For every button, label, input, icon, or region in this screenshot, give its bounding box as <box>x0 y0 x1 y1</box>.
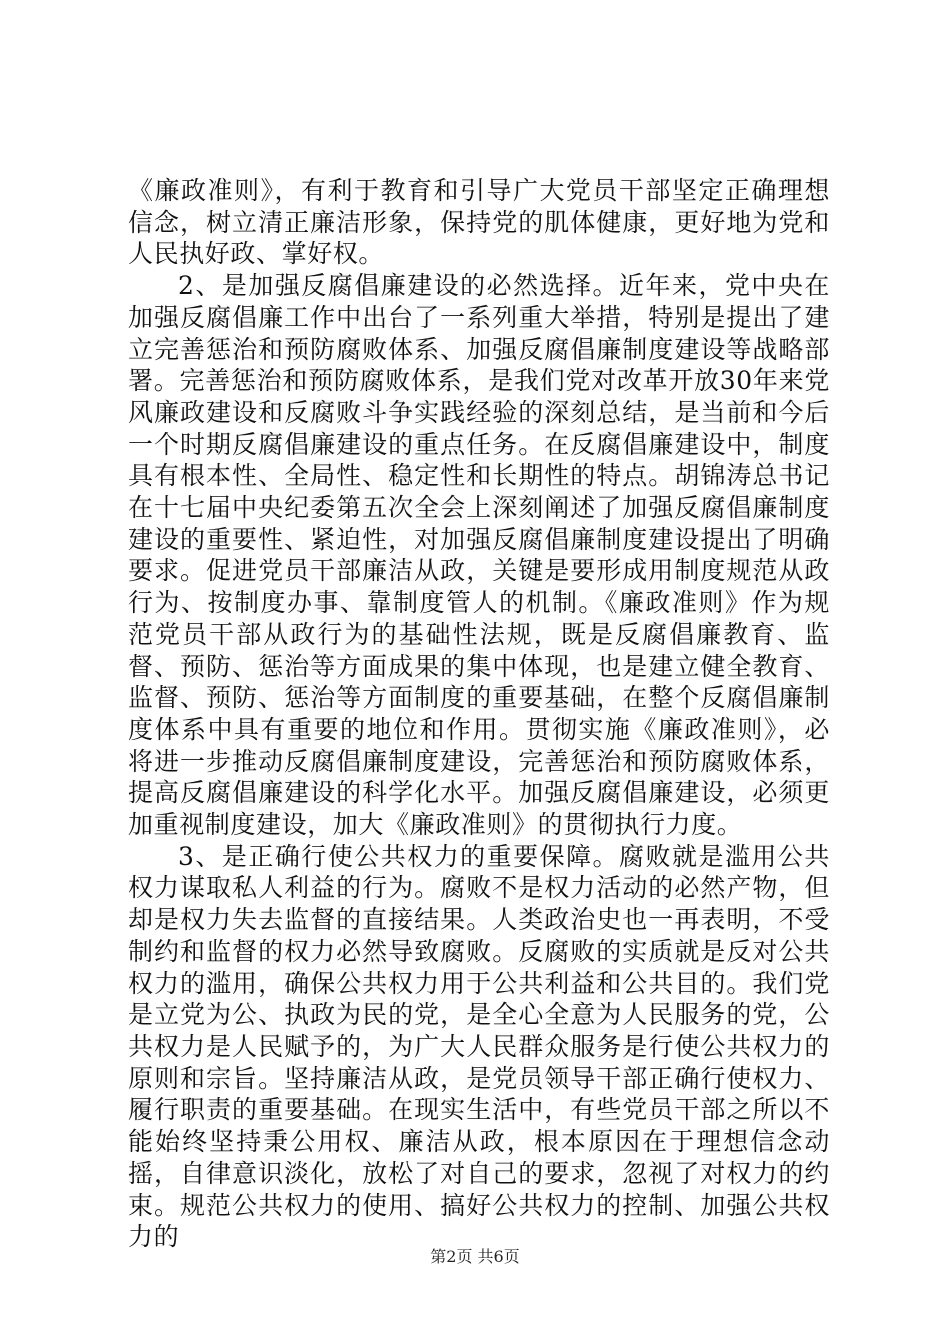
paragraph-3: 3、是正确行使公共权力的重要保障。腐败就是滥用公共权力谋取私人利益的行为。腐败不是权力活动的必然产物，但却是权力失去监督的直接结果。人类政治史也一再表明，不受制约和监督的权力必然导致腐败。反腐败的实质就是反对公共权力的滥用，确保公共权力用于公共利益和公共目的。我们党是立党为公、执政为民的党，是全心全意为人民服务的党，公共权力是人民赋予的，为广大人民群众服务是行使公共权力的原则和宗旨。坚持廉洁从政，是党员领导干部正确行使权力、履行职责的重要基础。在现实生活中，有些党员干部之所以不能始终坚持秉公用权、廉洁从政，根本原因在于理想信念动摇，自律意识淡化，放松了对自己的要求，忽视了对权力的约束。规范公共权力的使用、搞好公共权力的控制、加强公共权力的 <box>128 841 830 1252</box>
document-body <box>128 175 830 1253</box>
page-number-footer: 第2页 共6页 <box>430 1247 520 1266</box>
paragraph-1: 《廉政准则》，有利于教育和引导广大党员干部坚定正确理想信念，树立清正廉洁形象，保持党的肌体健康，更好地为党和人民执好政、掌好权。 <box>128 176 830 269</box>
paragraph-2: 2、是加强反腐倡廉建设的必然选择。近年来，党中央在加强反腐倡廉工作中出台了一系列重大举措，特别是提出了建立完善惩治和预防腐败体系、加强反腐倡廉制度建设等战略部署。完善惩治和预防腐败体系，是我们党对改革开放30年来党风廉政建设和反腐败斗争实践经验的深刻总结，是当前和今后一个时期反腐倡廉建设的重点任务。在反腐倡廉建设中，制度具有根本性、全局性、稳定性和长期性的特点。胡锦涛总书记在十七届中央纪委第五次全会上深刻阐述了加强反腐倡廉制度建设的重要性、紧迫性，对加强反腐倡廉制度建设提出了明确要求。促进党员干部廉洁从政，关键是要形成用制度规范从政行为、按制度办事、靠制度管人的机制。《廉政准则》作为规范党员干部从政行为的基础性法规，既是反腐倡廉教育、监督、预防、惩治等方面成果的集中体现，也是建立健全教育、监督、预防、惩治等方面制度的重要基础，在整个反腐倡廉制度体系中具有重要的地位和作用。贯彻实施《廉政准则》，必将进一步推动反腐倡廉制度建设，完善惩治和预防腐败体系，提高反腐倡廉建设的科学化水平。加强反腐倡廉建设，必须更加重视制度建设，加大《廉政准则》的贯彻执行力度。 <box>128 271 830 840</box>
